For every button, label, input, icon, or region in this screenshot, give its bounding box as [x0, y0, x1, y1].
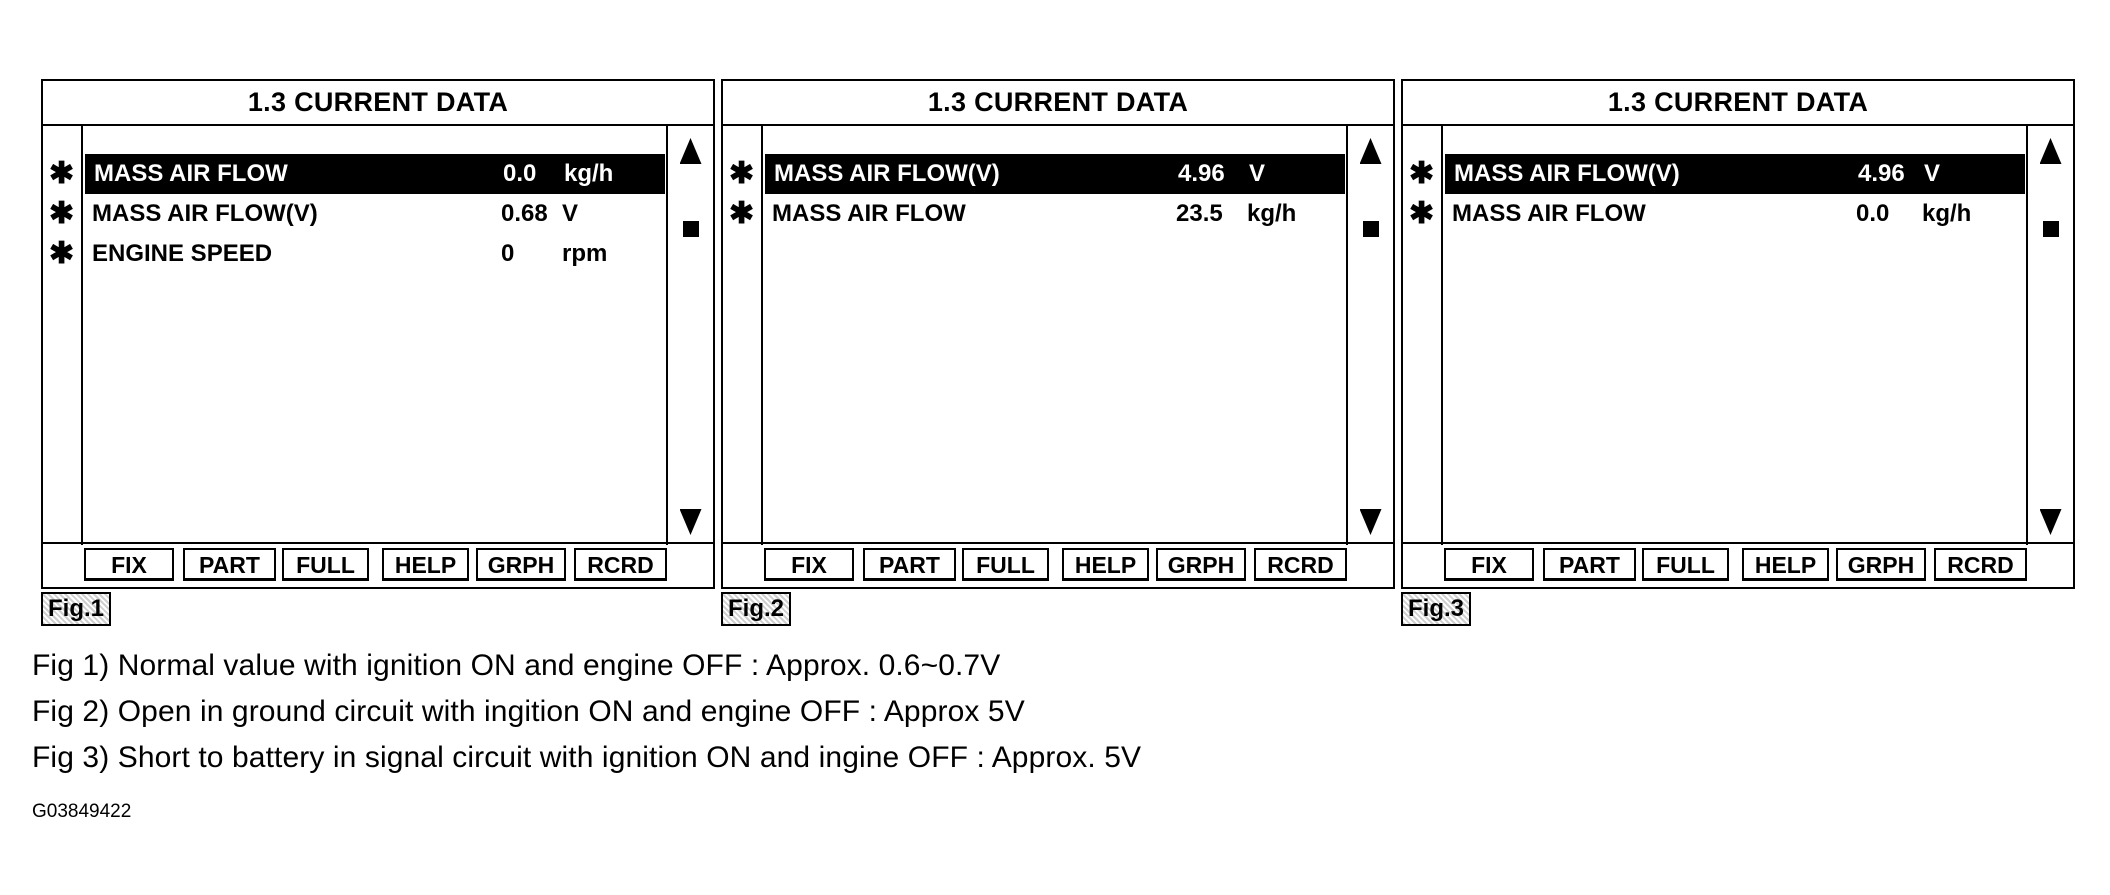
square-icon[interactable] [1363, 221, 1379, 237]
grph-button[interactable]: GRPH [1836, 548, 1926, 581]
data-row[interactable] [83, 194, 663, 234]
scrollbar[interactable] [666, 124, 713, 545]
fix-button[interactable]: FIX [84, 548, 174, 581]
function-bar [1403, 542, 2073, 587]
triangle-down-icon[interactable] [1360, 509, 1382, 535]
data-row[interactable] [763, 194, 1343, 234]
asterisk-icon: ✱ [729, 197, 755, 230]
function-bar [723, 542, 1393, 587]
data-label: MASS AIR FLOW [772, 200, 966, 227]
scan-panel-fig2 [721, 79, 1395, 589]
triangle-down-icon[interactable] [680, 509, 702, 535]
part-button[interactable]: PART [183, 548, 276, 581]
panel-title: 1.3 CURRENT DATA [723, 81, 1393, 126]
square-icon[interactable] [683, 221, 699, 237]
asterisk-icon: ✱ [49, 237, 75, 270]
data-value: 4.96 [1858, 160, 1905, 187]
data-label: MASS AIR FLOW(V) [1454, 160, 1680, 187]
marker-column [43, 124, 83, 545]
data-list [763, 124, 1348, 545]
asterisk-icon: ✱ [729, 157, 755, 190]
scrollbar[interactable] [2026, 124, 2073, 545]
rcrd-button[interactable]: RCRD [1254, 548, 1347, 581]
data-row-selected[interactable] [765, 154, 1345, 194]
data-list [1443, 124, 2028, 545]
triangle-up-icon[interactable] [1360, 138, 1382, 164]
data-unit: rpm [562, 240, 608, 267]
data-row[interactable] [83, 234, 663, 274]
full-button[interactable]: FULL [962, 548, 1049, 581]
panel-title: 1.3 CURRENT DATA [43, 81, 713, 126]
data-label: MASS AIR FLOW(V) [92, 200, 318, 227]
fix-button[interactable]: FIX [764, 548, 854, 581]
data-unit: V [1924, 160, 1941, 187]
fix-button[interactable]: FIX [1444, 548, 1534, 581]
note-fig2: Fig 2) Open in ground circuit with ingition ON and engine OFF : Approx 5V [32, 695, 1025, 728]
figure-code: G03849422 [32, 801, 132, 822]
rcrd-button[interactable]: RCRD [574, 548, 667, 581]
help-button[interactable]: HELP [382, 548, 469, 581]
full-button[interactable]: FULL [282, 548, 369, 581]
data-row-selected[interactable] [85, 154, 665, 194]
square-icon[interactable] [2043, 221, 2059, 237]
asterisk-icon: ✱ [1409, 157, 1435, 190]
panel-title: 1.3 CURRENT DATA [1403, 81, 2073, 126]
grph-button[interactable]: GRPH [476, 548, 566, 581]
data-unit: V [562, 200, 579, 227]
data-unit: V [1249, 160, 1266, 187]
asterisk-icon: ✱ [1409, 197, 1435, 230]
asterisk-icon: ✱ [49, 197, 75, 230]
marker-column [1403, 124, 1443, 545]
triangle-down-icon[interactable] [2040, 509, 2062, 535]
data-value: 0 [501, 240, 515, 267]
data-unit: kg/h [1922, 200, 1972, 227]
data-value: 0.0 [503, 160, 537, 187]
data-unit: kg/h [1247, 200, 1297, 227]
note-fig1: Fig 1) Normal value with ignition ON and engine OFF : Approx. 0.6~0.7V [32, 649, 1001, 682]
full-button[interactable]: FULL [1642, 548, 1729, 581]
note-fig3: Fig 3) Short to battery in signal circuit with ignition ON and ingine OFF : Approx. 5V [32, 741, 1142, 774]
help-button[interactable]: HELP [1742, 548, 1829, 581]
triangle-up-icon[interactable] [2040, 138, 2062, 164]
data-unit: kg/h [564, 160, 614, 187]
triangle-up-icon[interactable] [680, 138, 702, 164]
data-label: MASS AIR FLOW(V) [774, 160, 1000, 187]
part-button[interactable]: PART [863, 548, 956, 581]
data-row[interactable] [1443, 194, 2023, 234]
figure-label: Fig.3 [1401, 592, 1471, 626]
data-value: 0.0 [1856, 200, 1890, 227]
scrollbar[interactable] [1346, 124, 1393, 545]
figure-label: Fig.2 [721, 592, 791, 626]
scan-panel-fig1 [41, 79, 715, 589]
figure-label: Fig.1 [41, 592, 111, 626]
part-button[interactable]: PART [1543, 548, 1636, 581]
data-label: ENGINE SPEED [92, 240, 273, 267]
marker-column [723, 124, 763, 545]
data-value: 0.68 [501, 200, 548, 227]
rcrd-button[interactable]: RCRD [1934, 548, 2027, 581]
data-list [83, 124, 668, 545]
data-label: MASS AIR FLOW [1452, 200, 1646, 227]
scan-panel-fig3 [1401, 79, 2075, 589]
data-value: 23.5 [1176, 200, 1223, 227]
data-label: MASS AIR FLOW [94, 160, 288, 187]
function-bar [43, 542, 713, 587]
help-button[interactable]: HELP [1062, 548, 1149, 581]
data-row-selected[interactable] [1445, 154, 2025, 194]
asterisk-icon: ✱ [49, 157, 75, 190]
grph-button[interactable]: GRPH [1156, 548, 1246, 581]
data-value: 4.96 [1178, 160, 1225, 187]
